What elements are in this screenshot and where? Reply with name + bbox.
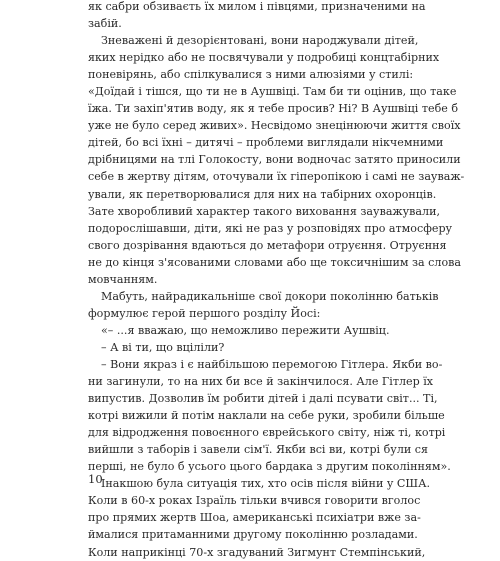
text-line: «– ...я вважаю, що неможливо пережити Аушвіц.: [101, 323, 390, 337]
text-line: ни загинули, то на них би все й закінчилося. Але Гітлер їх: [88, 375, 433, 389]
text-line: забій.: [88, 17, 122, 31]
text-line: себе в жертву дітям, оточували їх гіперопікою і самі не зауваж-: [88, 170, 465, 184]
text-line: свого дозрівання вдаються до метафори отруєння. Отруєння: [88, 238, 447, 252]
text-line: їжа. Ти захіп'ятив воду, як я тебе просив? Ні? В Аушвіці тебе б: [88, 102, 459, 116]
page-number: 10: [88, 472, 103, 486]
text-line: формулює герой першого розділу Йосі:: [88, 306, 321, 320]
text-line: Коли наприкінці 70-х згадуваний Зигмунт Стемпінський,: [88, 545, 426, 559]
text-line: поневірянь, або спілкувалися з ними алюзіями у стилі:: [88, 68, 414, 82]
text-line: як сабри обзиваєть їх милом і півцями, призначеними на: [88, 0, 426, 13]
body-text: [88, 0, 465, 561]
text-line: Мабуть, найрадикальніше свої докори поколінню батьків: [101, 289, 439, 303]
text-line: випустив. Дозволив їм робити дітей і далі псувати світ... Ті,: [88, 392, 438, 406]
text-line: уже не було серед живих». Несвідомо знецінюючи життя своїх: [88, 119, 461, 133]
text-line: котрі вижили й потім наклали на себе руки, зробили більше: [88, 409, 445, 423]
text-line: перші, не було б усього цього бардака з другим поколінням».: [88, 460, 451, 474]
text-line: подорослішавши, діти, які не раз у розповідях про атмосферу: [88, 221, 453, 235]
text-line: «Доїдай і тішся, що ти не в Аушвіці. Там би ти оцінив, що таке: [88, 85, 457, 99]
text-line: Зате хворобливий характер такого виховання зауважували,: [88, 204, 440, 218]
text-line: про прямих жертв Шоа, американські психіатри вже за-: [88, 511, 421, 525]
text-line: для відродження повоєнного єврейського світу, ніж ті, котрі: [88, 426, 446, 440]
text-line: вийшли з таборів і завели сім'ї. Якби всі ви, котрі були ся: [88, 443, 429, 457]
text-line: – Вони якраз і є найбільшою перемогою Гітлера. Якби во-: [101, 357, 443, 371]
text-line: Зневажені й дезорієнтовані, вони народжували дітей,: [101, 34, 419, 48]
text-line: дрібницями на тлі Голокосту, вони водночас затято приносили: [88, 153, 461, 167]
text-line: яких нерідко або не посвячували у подробиці концтабірних: [88, 51, 440, 65]
text-line: Коли в 60-х роках Ізраїль тільки вчився говорити вголос: [88, 494, 421, 508]
text-line: Інакшою була ситуація тих, хто осів після війни у США.: [101, 477, 430, 491]
text-line: – А ві ти, що вціліли?: [101, 340, 225, 354]
text-line: ймалися притаманними другому поколінню розладами.: [88, 528, 418, 542]
text-line: не до кінця з'ясованими словами або ще токсичнішим за слова: [88, 255, 461, 269]
text-line: мовчанням.: [88, 272, 158, 286]
text-line: ували, як перетворювалися для них на табірних охоронців.: [88, 187, 437, 201]
text-line: дітей, бо всі їхні – дитячі – проблеми виглядали нікчемними: [88, 136, 444, 150]
